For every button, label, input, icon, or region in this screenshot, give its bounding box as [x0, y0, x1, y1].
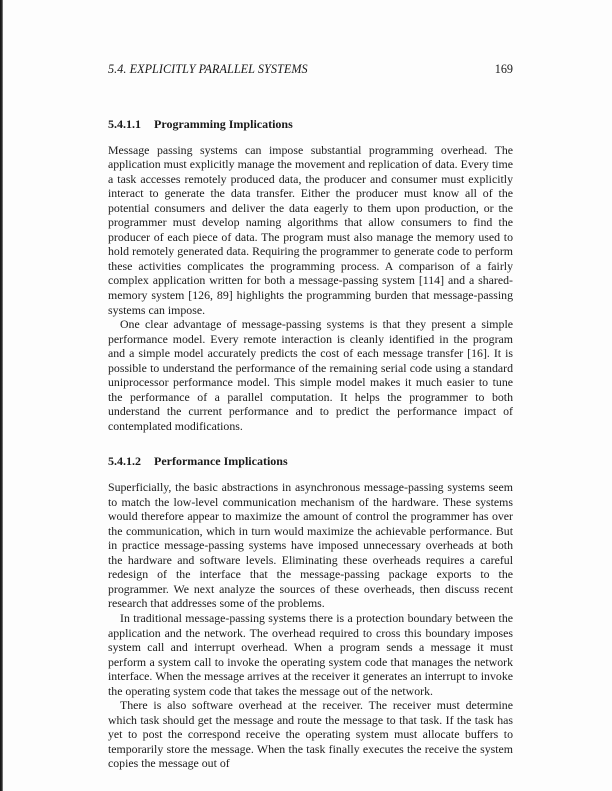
section-number: 5.4.1.2: [108, 454, 141, 469]
paragraph: There is also software overhead at the receiver. The receiver must determine which task should get the message and route the message to that task. If the task has yet to post the correspond receive the operating system must allocate buffers to temporarily store the message. When the task finally executes the receive the system copies the message out of: [108, 698, 513, 771]
paragraph: In traditional message-passing systems there is a protection boundary between the application and the network. The overhead required to cross this boundary imposes system call and interrupt overhead. When a program sends a message it must perform a system call to invoke the operating system code that manages the network interface. When the message arrives at the receiver it generates an interrupt to invoke the operating system code that takes the message out of the network.: [108, 610, 513, 698]
running-header: [108, 62, 513, 78]
page-number: 169: [494, 62, 513, 76]
paragraph: Message passing systems can impose substantial programming overhead. The application must explicitly manage the movement and replication of data. Every time a task accesses remotely produced data, the producer and consumer must explicitly interact to generate the data transfer. Either the producer must know all of the potential consumers and deliver the data eagerly to them upon production, or the programmer must develop naming algorithms that allow consumers to find the producer of each piece of data. The program must also manage the memory used to hold remotely generated data. Requiring the programmer to generate code to perform these activities complicates the programming process. A comparison of a fairly complex application written for both a message-passing system [114] and a shared-memory system [126, 89] highlights the programming burden that message-passing systems can impose.: [108, 142, 513, 317]
paragraph: One clear advantage of message-passing systems is that they present a simple performance model. Every remote interaction is cleanly identified in the program and a simple model accurately predicts the cost of each message transfer [16]. It is possible to understand the performance of the remaining serial code using a standard uniprocessor performance model. This simple model makes it much easier to tune the performance of a parallel computation. It helps the programmer to both understand the current performance and to predict the performance impact of contemplated modifications.: [108, 317, 513, 433]
page-body: [108, 117, 513, 771]
section-spacer: [108, 433, 513, 454]
scan-binding-edge: [0, 0, 3, 791]
section-heading-programming-implications: [108, 117, 513, 132]
section-title: Programming Implications: [154, 117, 293, 131]
section-title: Performance Implications: [154, 454, 288, 469]
running-title: 5.4. EXPLICITLY PARALLEL SYSTEMS: [108, 62, 308, 76]
section-number: 5.4.1.1: [108, 117, 141, 131]
paragraph: Superficially, the basic abstractions in asynchronous message-passing systems seem to match the low-level communication mechanism of the hardware. These systems would therefore appear to maximize the amount of control the programmer has over the communication, which in turn would maximize the achievable performance. But in practice message-passing systems have imposed unnecessary overheads at both the hardware and software levels. Eliminating these overheads requires a careful redesign of the interface that the message-passing package exports to the programmer. We next analyze the sources of these overheads, then discuss recent research that addresses some of the problems.: [108, 480, 513, 611]
section-heading-performance-implications: [108, 454, 513, 469]
